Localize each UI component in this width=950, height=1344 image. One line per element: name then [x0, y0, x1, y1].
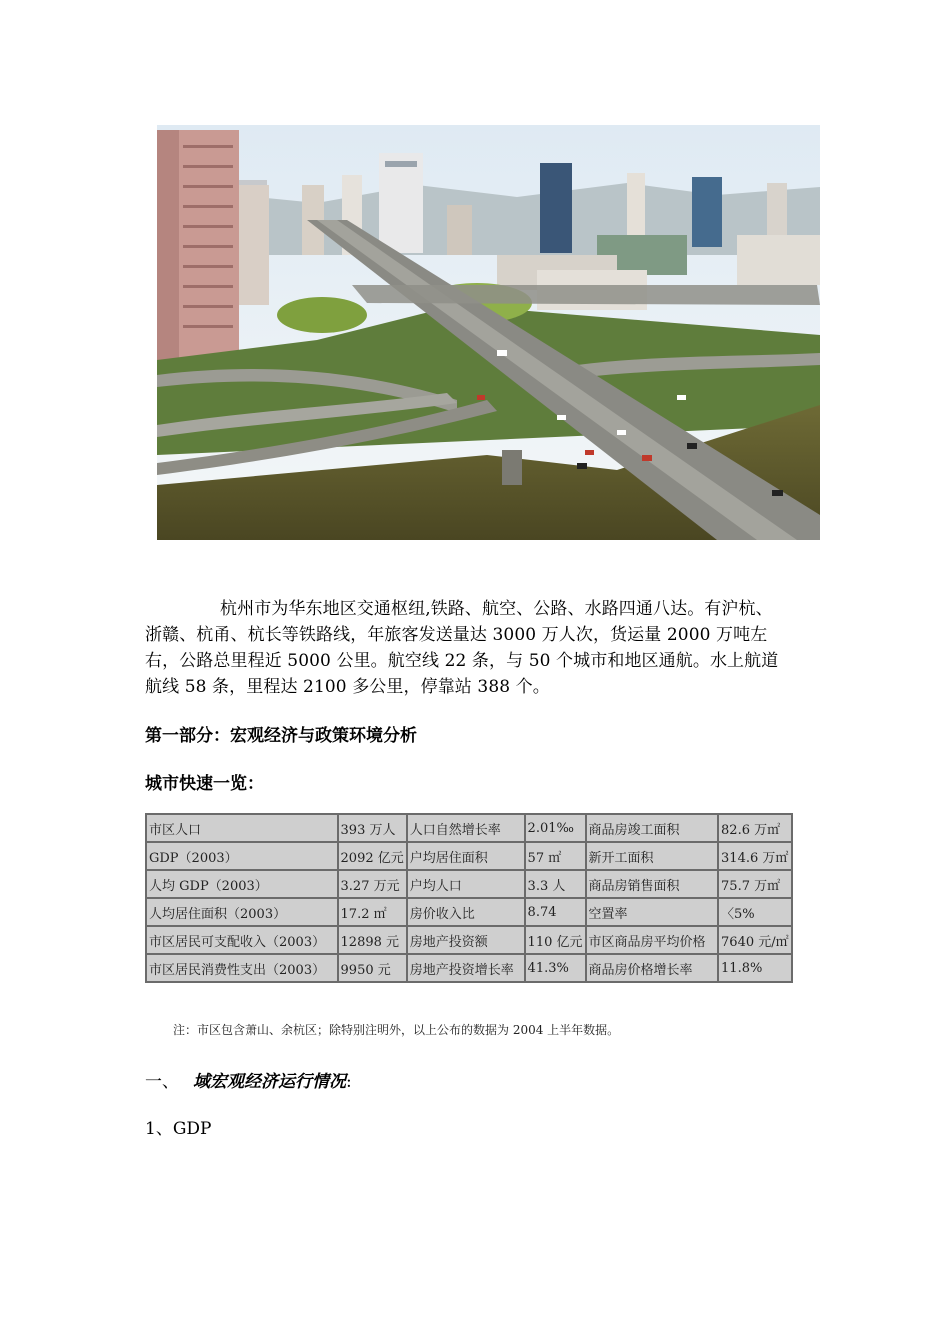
paragraph-line: 浙赣、杭甬、杭长等铁路线，年旅客发送量达 3000 万人次，货运量 2000 万吨左	[145, 625, 768, 645]
table-cell: 户均居住面积	[407, 842, 525, 870]
table-cell: 市区居民消费性支出（2003）	[146, 954, 338, 982]
paragraph-line: 右，公路总里程近 5000 公里。航空线 22 条，与 50 个城市和地区通航。水上航道	[145, 651, 779, 671]
table-cell: 户均人口	[407, 870, 525, 898]
table-cell: 82.6 万㎡	[718, 814, 792, 842]
subsection-heading: 1、GDP	[145, 1119, 212, 1139]
table-cell: 商品房竣工面积	[586, 814, 719, 842]
table-cell: 2092 亿元	[338, 842, 407, 870]
table-cell: 17.2 ㎡	[338, 898, 407, 926]
city-overpass-photo	[157, 125, 820, 540]
table-cell: 房地产投资额	[407, 926, 525, 954]
table-cell: 75.7 万㎡	[718, 870, 792, 898]
section-number: 一、	[145, 1072, 179, 1092]
table-cell: 〈5%	[718, 898, 792, 926]
table-cell: 7640 元/㎡	[718, 926, 792, 954]
paragraph-line: 杭州市为华东地区交通枢纽,铁路、航空、公路、水路四通八达。有沪杭、	[220, 599, 773, 619]
table-cell: 9950 元	[338, 954, 407, 982]
section-title: 域宏观经济运行情况	[193, 1072, 346, 1092]
table-cell: 新开工面积	[586, 842, 719, 870]
table-cell: 2.01‰	[525, 814, 586, 842]
table-row	[146, 842, 792, 870]
intro-paragraph	[145, 596, 840, 700]
section-heading	[145, 1067, 352, 1092]
table-cell: 空置率	[586, 898, 719, 926]
table-row	[146, 870, 792, 898]
table-cell: 110 亿元	[525, 926, 586, 954]
table-cell: 商品房价格增长率	[586, 954, 719, 982]
table-cell: 房地产投资增长率	[407, 954, 525, 982]
table-cell: 11.8%	[718, 954, 792, 982]
table-cell: 市区居民可支配收入（2003）	[146, 926, 338, 954]
table-cell: 3.3 人	[525, 870, 586, 898]
table-cell: 人均居住面积（2003）	[146, 898, 338, 926]
table-cell: 人均 GDP（2003）	[146, 870, 338, 898]
table-cell: 3.27 万元	[338, 870, 407, 898]
part-one-heading: 第一部分：宏观经济与政策环境分析	[145, 726, 417, 746]
table-row	[146, 954, 792, 982]
table-cell: 市区商品房平均价格	[586, 926, 719, 954]
table-row	[146, 898, 792, 926]
table-cell: 商品房销售面积	[586, 870, 719, 898]
table-cell: 市区人口	[146, 814, 338, 842]
city-stats-table	[145, 813, 793, 983]
table-cell: 8.74	[525, 898, 586, 926]
table-row	[146, 814, 792, 842]
table-cell: 人口自然增长率	[407, 814, 525, 842]
table-cell: 57 ㎡	[525, 842, 586, 870]
table-note: 注：市区包含萧山、余杭区；除特别注明外，以上公布的数据为 2004 上半年数据。	[173, 1023, 620, 1037]
table-cell: 12898 元	[338, 926, 407, 954]
table-cell: 41.3%	[525, 954, 586, 982]
table-row	[146, 926, 792, 954]
city-overview-heading: 城市快速一览：	[145, 774, 264, 794]
table-cell: 314.6 万㎡	[718, 842, 792, 870]
section-suffix: :	[346, 1072, 352, 1092]
table-cell: GDP（2003）	[146, 842, 338, 870]
table-cell: 393 万人	[338, 814, 407, 842]
paragraph-line: 航线 58 条，里程达 2100 多公里，停靠站 388 个。	[145, 677, 550, 697]
table-cell: 房价收入比	[407, 898, 525, 926]
